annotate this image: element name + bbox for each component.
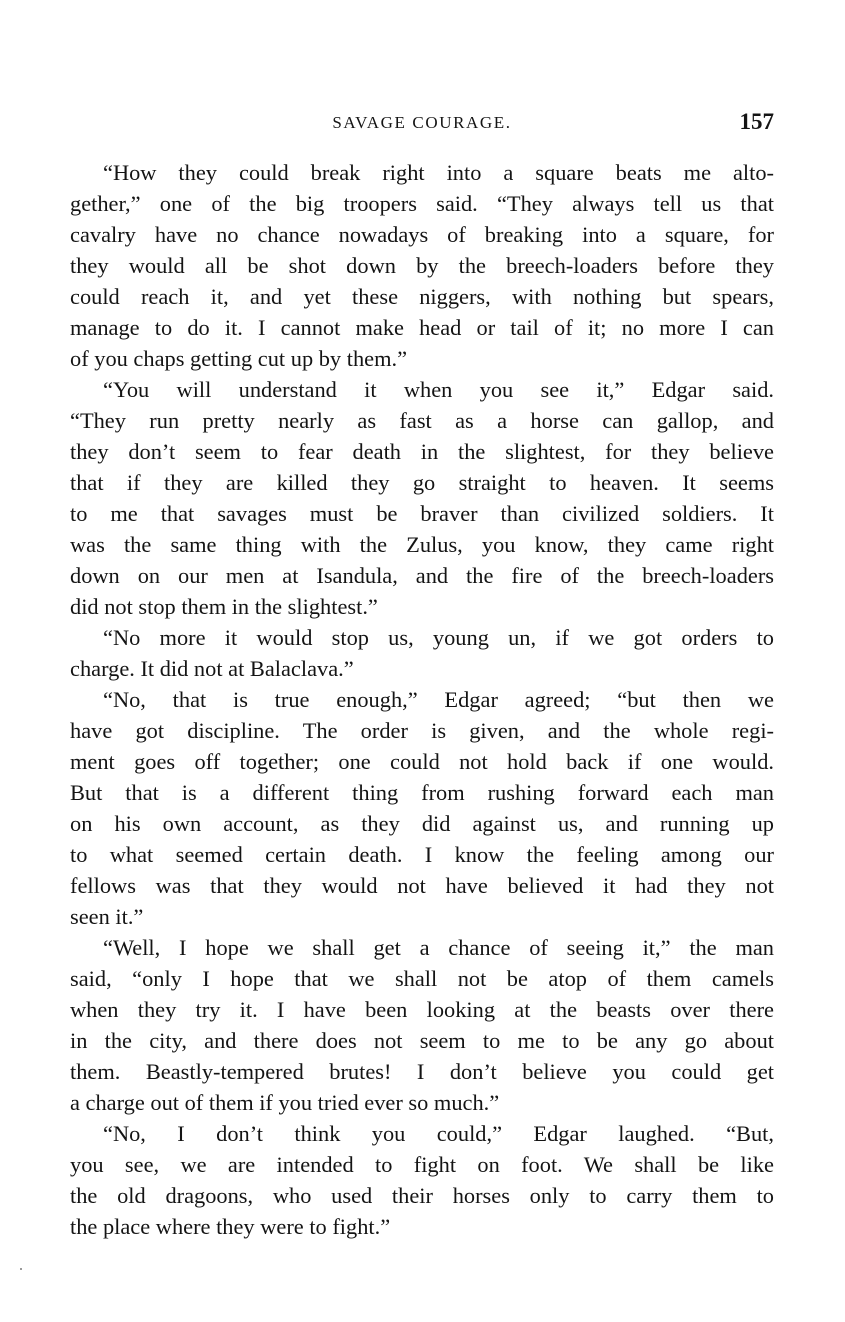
text-line: to what seemed certain death. I know the feeling among our [70,842,774,867]
text-line: that if they are killed they go straight to heaven. It seems [70,470,774,495]
text-line: you see, we are intended to fight on foot. We shall be like [70,1152,774,1177]
text-line: manage to do it. I cannot make head or tail of it; no more I can [70,315,774,340]
paragraph [70,622,774,684]
paragraph [70,932,774,1118]
text-line: was the same thing with the Zulus, you know, they came right [70,532,774,557]
text-line: “How they could break right into a square beats me alto- [103,160,774,185]
paragraph [70,157,774,374]
text-line: “You will understand it when you see it,” Edgar said. [103,377,774,402]
paragraph [70,1118,774,1242]
paragraph [70,374,774,622]
text-line: charge. It did not at Balaclava.” [70,656,354,681]
text-line: to me that savages must be braver than civilized soldiers. It [70,501,774,526]
text-line: the old dragoons, who used their horses only to carry them to [70,1183,774,1208]
running-title: SAVAGE COURAGE. [332,113,512,132]
text-line: “No more it would stop us, young un, if we got orders to [103,625,774,650]
text-line: they don’t seem to fear death in the slightest, for they believe [70,439,774,464]
text-line: gether,” one of the big troopers said. “They always tell us that [70,191,774,216]
text-line: “No, that is true enough,” Edgar agreed; “but then we [103,687,774,712]
text-line: “No, I don’t think you could,” Edgar laughed. “But, [103,1121,774,1146]
text-line: “They run pretty nearly as fast as a horse can gallop, and [70,408,774,433]
text-line: the place where they were to fight.” [70,1214,391,1239]
text-line: cavalry have no chance nowadays of breaking into a square, for [70,222,774,247]
text-line: when they try it. I have been looking at the beasts over there [70,997,774,1022]
page-number: 157 [739,109,774,134]
text-line: down on our men at Isandula, and the fire of the breech-loaders [70,563,774,588]
print-speck [20,1268,22,1270]
text-line: seen it.” [70,904,144,929]
text-line: on his own account, as they did against us, and running up [70,811,774,836]
text-line: them. Beastly-tempered brutes! I don’t believe you could get [70,1059,774,1084]
text-line: of you chaps getting cut up by them.” [70,346,408,371]
text-line: a charge out of them if you tried ever so much.” [70,1090,500,1115]
text-line: ment goes off together; one could not hold back if one would. [70,749,774,774]
text-line: in the city, and there does not seem to me to be any go about [70,1028,774,1053]
text-line: did not stop them in the slightest.” [70,594,378,619]
text-line: But that is a different thing from rushing forward each man [70,780,774,805]
text-line: have got discipline. The order is given, and the whole regi- [70,718,774,743]
body-text [70,157,774,1242]
text-line: said, “only I hope that we shall not be atop of them camels [70,966,774,991]
text-line: fellows was that they would not have believed it had they not [70,873,774,898]
text-line: they would all be shot down by the breech-loaders before they [70,253,774,278]
text-line: could reach it, and yet these niggers, with nothing but spears, [70,284,774,309]
text-line: “Well, I hope we shall get a chance of seeing it,” the man [103,935,774,960]
paragraph [70,684,774,932]
running-header [70,110,774,140]
